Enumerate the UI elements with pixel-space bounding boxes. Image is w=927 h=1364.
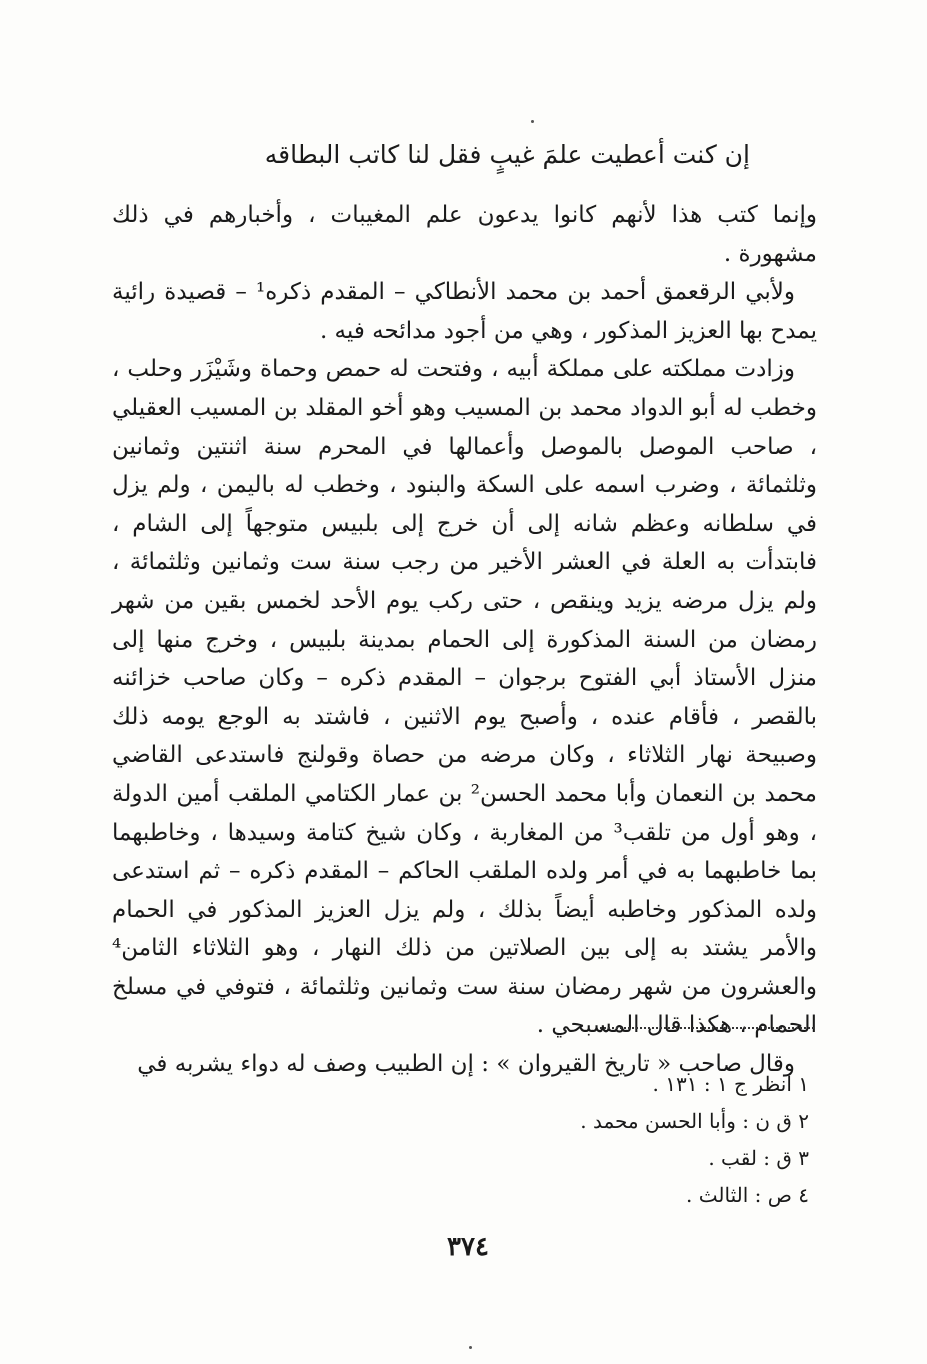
paragraph-1: وإنما كتب هذا لأنهم كانوا يدعون علم المغيبات ، وأخبارهم في ذلك مشهورة .: [112, 202, 817, 267]
paragraph-4: وقال صاحب « تاريخ القيروان » : إن الطبيب وصف له دواء يشربه في: [137, 1051, 795, 1078]
footnotes: [409, 1066, 809, 1214]
paragraph-3: وزادت مملكته على مملكة أبيه ، وفتحت له حمص وحماة وشَيْزَر وحلب ، وخطب له أبو الدواد محمد بن المسيب وهو أخو المقلد بن المسيب العقيلي ، صاحب الموصل بالموصل وأعمالها في المحرم سنة اثنتين وثمانين وثلثمائة ، وضرب اسمه على السكة والبنود ، وخطب له باليمن ، ولم يزل في سلطانه وعظم شانه إلى أن خرج إلى بلبيس متوجهاً إلى الشام ، فابتدأت به العلة في العشر الأخير من رجب سنة ست وثمانين وثلثمائة ، ولم يزل مرضه يزيد وينقص ، حتى ركب يوم الأحد لخمس بقين من شهر رمضان من السنة المذكورة إلى الحمام بمدينة بلبيس ، وخرج منها إلى منزل الأستاذ أبي الفتوح برجوان – المقدم ذكره – وكان صاحب خزائنه بالقصر ، فأقام عنده ، وأصبح يوم الاثنين ، فاشتد به الوجع يومه ذلك وصبيحة نهار الثلاثاء ، وكان مرضه من حصاة وقولنج فاستدعى القاضي محمد بن النعمان وأبا محمد الحسن² بن عمار الكتامي الملقب أمين الدولة ، وهو أول من تلقب³ من المغاربة ، وكان شيخ كتامة وسيدها ، وخاطبهما بما خاطبهما به في أمر ولده الملقب الحاكم – المقدم ذكره – ثم استدعى ولده المذكور وخاطبه أيضاً بذلك ، ولم يزل العزيز المذكور في الحمام والأمر يشتد به إلى بين الصلاتين من ذلك النهار ، وهو الثلاثاء الثامن⁴ والعشرون من شهر رمضان سنة ست وثمانين وثلثمائة ، فتوفي في مسلخ الحمام ، هكذا قال المسبحي .: [112, 356, 817, 1039]
footnote-4: ٤ ص : الثالث .: [686, 1183, 809, 1207]
main-text: [112, 196, 817, 1084]
footnote-2: ٢ ق ن : وأبا الحسن محمد .: [580, 1109, 809, 1133]
footnote-separator: [600, 1027, 814, 1029]
poem-verse: إن كنت أعطيت علمَ غيبٍ فقل لنا كاتب البطاقه: [264, 140, 750, 169]
paragraph-2: ولأبي الرقعمق أحمد بن محمد الأنطاكي – المقدم ذكره¹ – قصيدة رائية يمدح بها العزيز المذكور ، وهي من أجود مدائحه فيه .: [112, 279, 817, 344]
page-number: ٣٧٤: [447, 1232, 489, 1262]
scan-speck: [469, 1346, 472, 1349]
scan-speck: [531, 120, 534, 123]
footnote-1: ١ انظر ج ١ : ١٣١ .: [652, 1072, 809, 1096]
footnote-3: ٣ ق : لقب .: [708, 1146, 809, 1170]
